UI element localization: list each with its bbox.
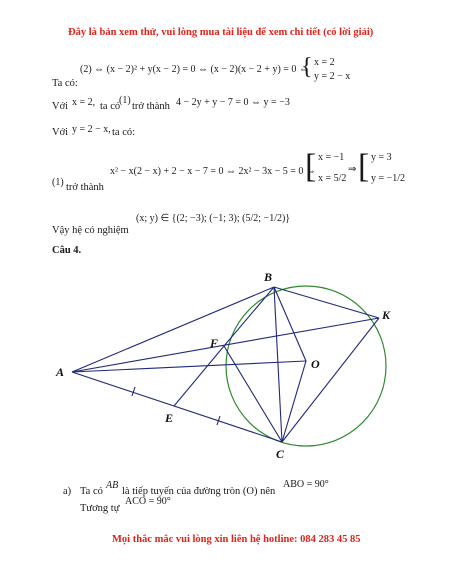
voi-label-1: Với [52, 101, 69, 112]
part-a-text-1: Ta có [80, 486, 103, 497]
circle-o [226, 286, 386, 446]
label-f: F [210, 336, 219, 350]
segment-ab [72, 287, 274, 372]
vay-he-co-nghiem: Vậy hệ có nghiệm [52, 225, 129, 236]
geometry-figure [52, 264, 404, 460]
header-banner: Đây là bản xem thử, vui lòng mua tài liệu để xem chi tiết (có lời giải) [68, 27, 374, 38]
segment-bc [274, 287, 282, 442]
case-x-eq-2: x = 2 [314, 57, 335, 68]
label-o: O [311, 357, 320, 371]
label-b: B [264, 270, 273, 284]
ta-co-inline: ta có [100, 101, 121, 112]
question-title: Câu 4. [52, 245, 82, 256]
brace-left-3: [ [358, 148, 370, 185]
label-k: K [382, 308, 391, 322]
brace-left: { [301, 54, 313, 80]
segment-ef [174, 346, 224, 406]
angle-aco: ACO = 90° [125, 496, 171, 507]
condition-y-2-minus-x: y = 2 − x, [72, 124, 111, 135]
implies-arrow: ⇒ [348, 164, 357, 175]
tro-thanh-1: trở thành [132, 101, 170, 112]
tro-thanh-2: trở thành [66, 182, 104, 193]
label-e: E [165, 411, 174, 425]
label-c: C [276, 447, 285, 460]
ta-co-label: Ta có: [52, 78, 78, 89]
segment-ao [72, 361, 306, 372]
tick-ae [132, 387, 135, 396]
case-x-eq-5-2: x = 5/2 [318, 173, 347, 184]
footer-banner: Mọi thắc mắc vui lòng xin liên hệ hotline: 084 283 45 85 [112, 534, 361, 545]
ta-co-colon: ta có: [112, 127, 136, 138]
case-y-eq-minus-half: y = −1/2 [371, 173, 406, 184]
part-a-marker: a) [63, 486, 72, 497]
equation-y-eq-minus-3: 4 − 2y + y − 7 = 0 ⇔ y = −3 [176, 97, 290, 108]
equation-ref-1: (1) [119, 95, 131, 106]
equation-ref-2: (1) [52, 177, 64, 188]
segment-oc [282, 361, 306, 442]
segment-ac [72, 372, 282, 442]
segment-bk [274, 287, 379, 318]
segment-kc [282, 318, 379, 442]
equation-2: (2) ⇔ (x − 2)² + y(x − 2) = 0 ⇔ (x − 2)(x − 2 + y) = 0 ⇔ [80, 64, 309, 75]
solution-set: (x; y) ∈ {(2; −3); (−1; 3); (5/2; −1/2)} [136, 213, 291, 224]
part-a-text-2: là tiếp tuyến của đường tròn (O) nên [122, 486, 276, 497]
segment-ab-label: AB [106, 480, 119, 491]
angle-abo: ABO = 90° [283, 479, 329, 490]
case-y-eq-2-minus-x: y = 2 − x [314, 71, 351, 82]
condition-x-2: x = 2, [72, 97, 96, 108]
case-x-eq-minus-1: x = −1 [318, 152, 345, 163]
voi-label-2: Với [52, 127, 69, 138]
case-y-eq-3: y = 3 [371, 152, 392, 163]
label-a: A [56, 365, 65, 379]
segment-fc [224, 346, 282, 442]
tuong-tu-label: Tương tự [80, 503, 120, 514]
segment-bo [274, 287, 306, 361]
brace-left-2: [ [305, 148, 317, 185]
segment-bf [224, 287, 274, 346]
equation-1: x² − x(2 − x) + 2 − x − 7 = 0 ⇔ 2x² − 3x − 5 = 0 ⇔ [110, 166, 316, 177]
